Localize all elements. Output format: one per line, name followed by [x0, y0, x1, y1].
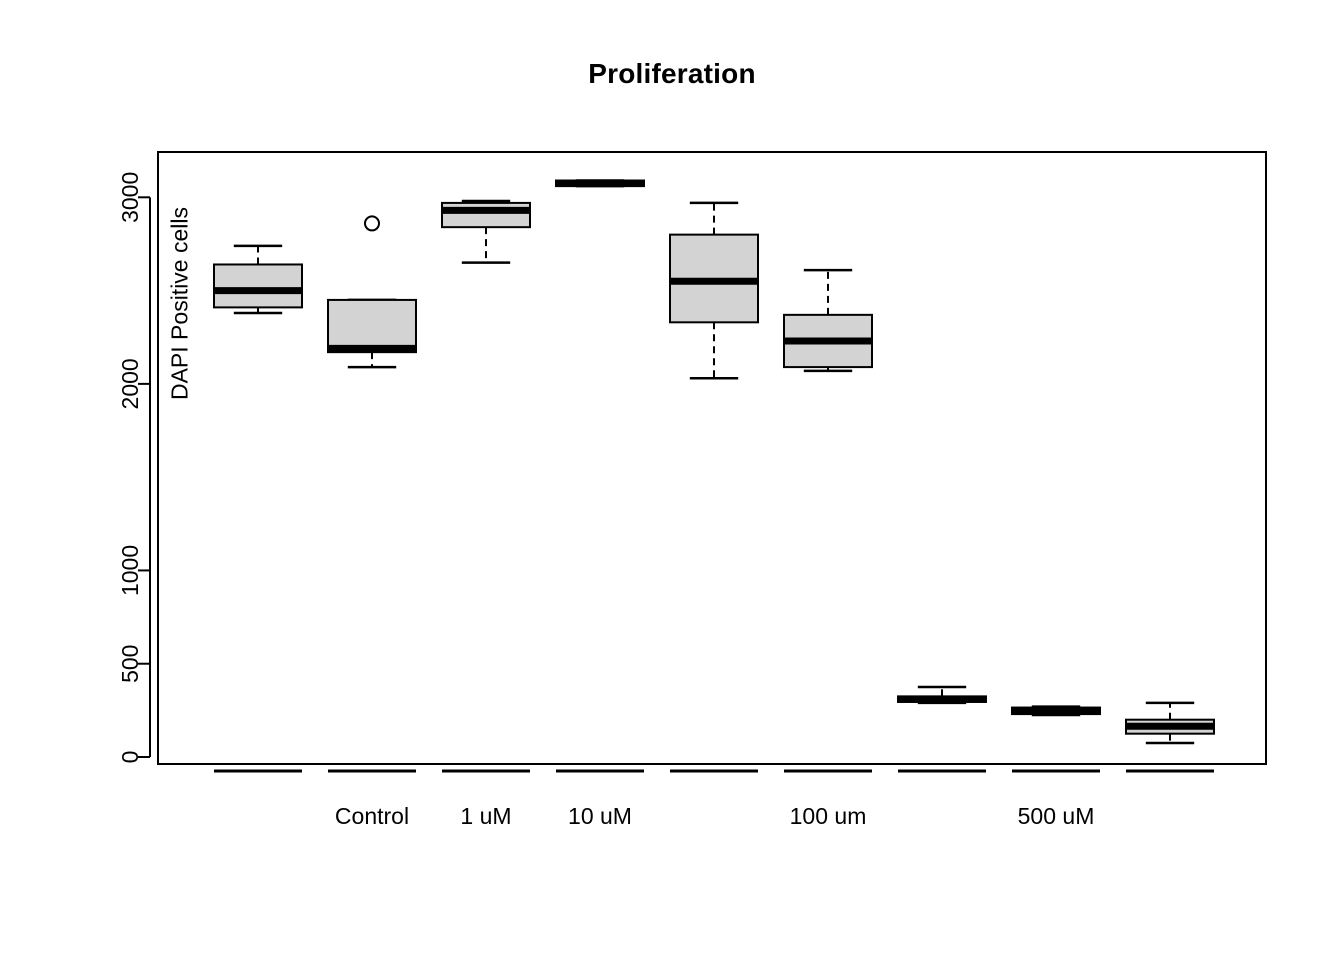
boxplot-box: [1012, 707, 1100, 715]
boxplot-box: [214, 246, 302, 313]
x-category-label: 1 uM: [460, 803, 512, 829]
boxplot-box: [1126, 703, 1214, 743]
boxplot-box: [328, 216, 416, 367]
x-category-label: 10 uM: [568, 803, 632, 829]
x-tick-labels: [335, 803, 1094, 829]
boxplot-box: [556, 181, 644, 187]
boxplot-box: [898, 687, 986, 703]
outlier-point: [365, 216, 379, 230]
y-tick-label: 500: [117, 644, 143, 683]
boxplot-box: [442, 201, 530, 263]
y-tick-label: 1000: [117, 544, 143, 597]
box-rect: [442, 203, 530, 227]
box-series: [214, 181, 1214, 743]
boxplot-box: [784, 270, 872, 371]
page-title: Proliferation: [588, 58, 756, 89]
box-rect: [214, 264, 302, 307]
x-category-label: 100 um: [789, 803, 867, 829]
y-axis-label: DAPI Positive cells: [166, 207, 193, 401]
y-tick-labels: [117, 172, 143, 764]
x-category-label: Control: [334, 803, 410, 829]
y-tick-label: 2000: [117, 358, 143, 410]
x-category-label: 500 uM: [1017, 803, 1095, 829]
y-tick-label: 0: [117, 750, 143, 764]
box-rect: [328, 300, 416, 352]
y-tick-label: 3000: [117, 171, 143, 223]
boxplot-box: [670, 203, 758, 378]
